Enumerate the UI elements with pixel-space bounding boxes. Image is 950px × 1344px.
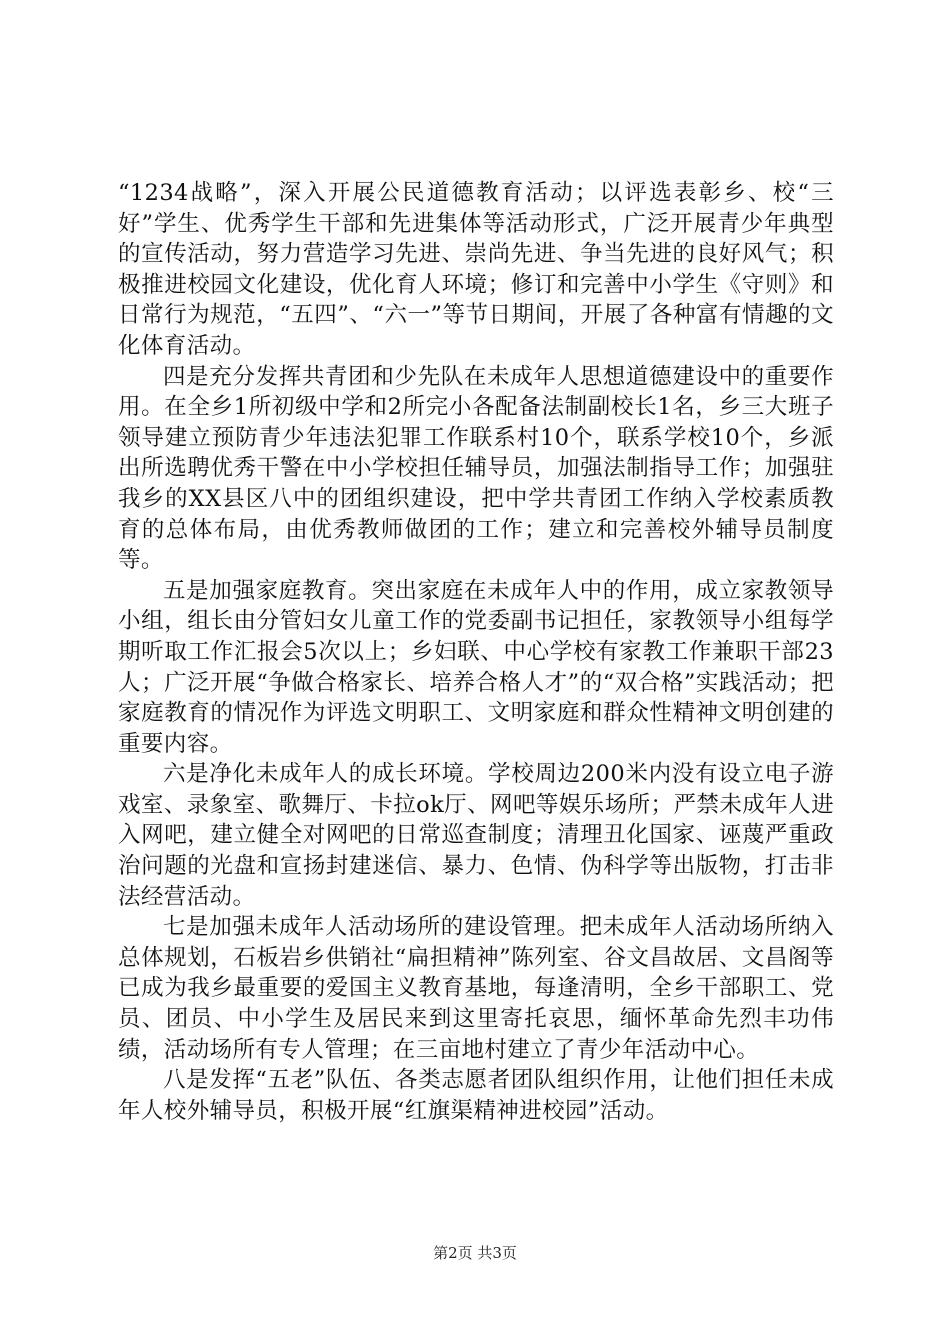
paragraph-item-eight: 八是发挥“五老”队伍、各类志愿者团队组织作用，让他们担任未成年人校外辅导员，积极开展“红旗渠精神进校园”活动。 [118, 1067, 834, 1124]
paragraph-continuation: “1234战略”，深入开展公民道德教育活动；以评选表彰乡、校“三好”学生、优秀学生干部和先进集体等活动形式，广泛开展青少年典型的宣传活动，努力营造学习先进、崇尚先进、争当先进的良好风气；积极推进校园文化建设，优化育人环境；修订和完善中小学生《守则》和日常行为规范，“五四”、“六一”等节日期间，开展了各种富有情趣的文化体育活动。 [118, 180, 834, 359]
paragraph-item-six: 六是净化未成年人的成长环境。学校周边200米内没有设立电子游戏室、录象室、歌舞厅、卡拉ok厅、网吧等娱乐场所；严禁未成年人进入网吧，建立健全对网吧的日常巡查制度；清理丑化国家、诬蔑严重政治问题的光盘和宣扬封建迷信、暴力、色情、伪科学等出版物，打击非法经营活动。 [118, 761, 834, 910]
paragraph-item-four: 四是充分发挥共青团和少先队在未成年人思想道德建设中的重要作用。在全乡1所初级中学和2所完小各配备法制副校长1名，乡三大班子领导建立预防青少年违法犯罪工作联系村10个，联系学校10个，乡派出所选聘优秀干警在中小学校担任辅导员，加强法制指导工作；加强驻我乡的XX县区八中的团组织建设，把中学共青团工作纳入学校素质教育的总体布局，由优秀教师做团的工作；建立和完善校外辅导员制度等。 [118, 363, 834, 574]
paragraph-item-seven: 七是加强未成年人活动场所的建设管理。把未成年人活动场所纳入总体规划，石板岩乡供销社“扁担精神”陈列室、谷文昌故居、文昌阁等已成为我乡最重要的爱国主义教育基地，每逢清明，全乡干部职工、党员、团员、中小学生及居民来到这里寄托哀思，缅怀革命先烈丰功伟绩，活动场所有专人管理；在三亩地村建立了青少年活动中心。 [118, 914, 834, 1063]
page-number-label: 第2页 共3页 [433, 1244, 517, 1262]
page-footer [0, 1243, 950, 1263]
paragraph-item-five: 五是加强家庭教育。突出家庭在未成年人中的作用，成立家教领导小组，组长由分管妇女儿童工作的党委副书记担任，家教领导小组每学期听取工作汇报会5次以上；乡妇联、中心学校有家教工作兼职干部23人；广泛开展“争做合格家长、培养合格人才”的“双合格”实践活动；把家庭教育的情况作为评选文明职工、文明家庭和群众性精神文明创建的重要内容。 [118, 577, 834, 757]
document-body [118, 178, 834, 1126]
